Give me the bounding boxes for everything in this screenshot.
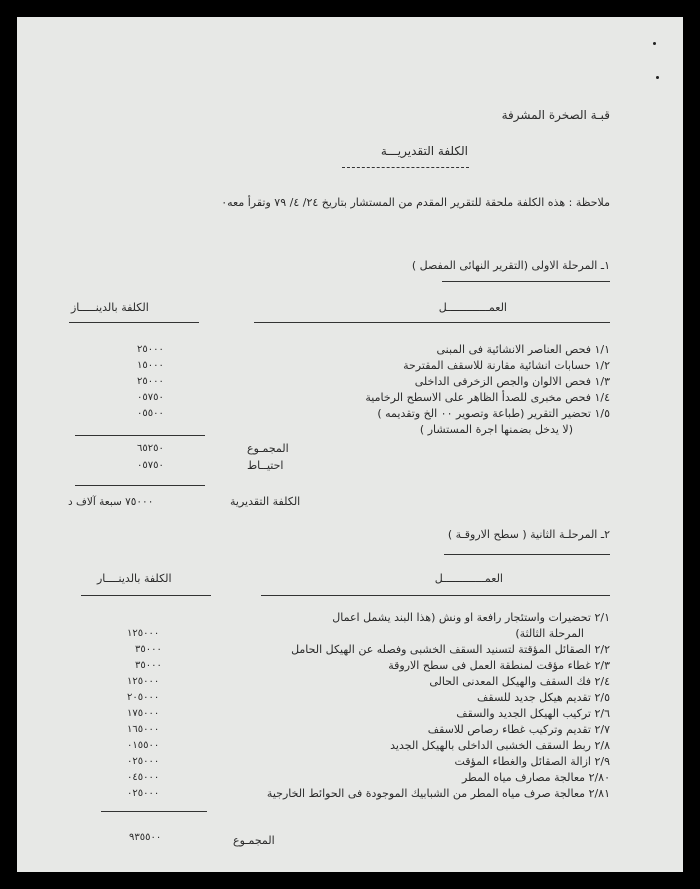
list-item: ١/٤ فحص مخبرى للصدأ الظاهر على الاسطح الرخامية xyxy=(365,391,610,404)
cost-value: ١٧٥٠٠٠ xyxy=(127,708,160,719)
phase1-items xyxy=(50,343,610,433)
subtotal-rule xyxy=(75,435,205,436)
speck xyxy=(653,42,656,45)
cost-value: ٠٢٥٠٠٠ xyxy=(127,756,160,767)
phase1-work-header: العمـــــــــــــل xyxy=(438,301,507,314)
list-item: ٢/٥ تقديم هيكل جديد للسقف xyxy=(477,691,610,704)
phase2-work-header: العمـــــــــــــل xyxy=(434,572,503,585)
phase2-work-underline xyxy=(261,595,610,596)
cost-value: ٠٢٥٠٠٠ xyxy=(127,788,160,799)
item-note: (لا يدخل بضمنها اجرة المستشار ) xyxy=(419,423,573,436)
document-page xyxy=(17,17,683,872)
list-item: ١/٢ حسابات انشائية مقارنة للاسقف المقترحة xyxy=(403,359,610,372)
cost-value: ٠٥٧٥٠ xyxy=(137,392,164,403)
organization-name: قبـة الصخرة المشرفة xyxy=(501,108,610,122)
note: ملاحظة : هذه الكلفة ملحقة للتقرير المقدم من المستشار بتاريخ ٢٤/ ٤/ ٧٩ وتقرأ معه٠ xyxy=(221,196,610,209)
phase1-heading: ١ـ المرحلة الاولى (التقرير النهائى المفصل ) xyxy=(411,259,610,272)
cost-value: ١٥٠٠٠ xyxy=(137,360,164,371)
list-item: ٢/٧ تقديم وتركيب غطاء رصاص للاسقف xyxy=(427,723,610,736)
reserve-label: احتيــاط xyxy=(247,459,284,472)
estimate-value: ٧٥٠٠٠ سبعة آلاف د xyxy=(68,496,154,508)
cost-value: ٠٥٥٠٠ xyxy=(137,408,164,419)
list-item: ٢/٦ تركيب الهيكل الجديد والسقف xyxy=(456,707,610,720)
list-item: ٢/٤ فك السقف والهيكل المعدنى الحالى xyxy=(429,675,610,688)
list-item: ٢/٨ ربط السقف الخشبى الداخلى بالهيكل الجديد xyxy=(390,739,610,752)
list-item: المرحلة الثالثة) xyxy=(515,627,584,640)
cost-value: ١٦٥٠٠٠ xyxy=(127,724,160,735)
phase2-total-rule xyxy=(101,811,207,812)
list-item: ٢/٩ ازالة الصقائل والغطاء المؤقت xyxy=(454,755,610,768)
speck xyxy=(656,76,659,79)
list-item: ٢/٨١ معالجة صرف مياه المطر من الشبابيك الموجودة فى الحوائط الخارجية xyxy=(266,787,610,800)
list-item: ٢/٢ الصقائل المؤقتة لتسنيد السقف الخشبى وفصله عن الهيكل الحامل xyxy=(291,643,610,656)
page-title: الكلفة التقديريـــة xyxy=(380,144,468,158)
phase1-work-underline xyxy=(254,322,610,323)
list-item: ١/٣ فحص الالوان والجص الزخرفى الداخلى xyxy=(414,375,610,388)
cost-value: ٠٤٥٠٠٠ xyxy=(127,772,160,783)
phase1-cost-underline xyxy=(69,322,199,323)
list-item: ٢/٨٠ معالجة مصارف مياه المطر xyxy=(461,771,610,784)
phase2-cost-header: الكلفة بالدينــــار xyxy=(97,572,172,585)
phase2-total-label: المجمـوع xyxy=(233,834,275,847)
estimate-rule xyxy=(75,485,205,486)
cost-value: ٣٥٠٠٠ xyxy=(135,644,162,655)
estimate-label: الكلفة التقديرية xyxy=(230,495,301,508)
phase2-heading: ٢ـ المرحلـة الثانية ( سطح الاروقـة ) xyxy=(447,528,610,541)
cost-value: ٢٥٠٠٠ xyxy=(137,344,164,355)
phase1-cost-header: الكلفة بالدينـــــاز xyxy=(71,301,149,314)
cost-value: ٢٥٠٠٠ xyxy=(137,376,164,387)
cost-value: ١٢٥٠٠٠ xyxy=(127,676,160,687)
phase1-heading-underline xyxy=(442,281,610,282)
phase2-cost-underline xyxy=(81,595,211,596)
phase2-total-value: ٩٣٥٥٠٠ xyxy=(129,832,162,843)
list-item: ٢/١ تحضيرات واستئجار رافعة او ونش (هذا البند يشمل اعمال xyxy=(332,611,610,624)
phase2-heading-underline xyxy=(444,554,610,555)
cost-value: ٠١٥٥٠٠ xyxy=(127,740,160,751)
cost-value: ٣٥٠٠٠ xyxy=(135,660,162,671)
list-item: ١/١ فحص العناصر الانشائية فى المبنى xyxy=(436,343,610,356)
cost-value: ١٢٥٠٠٠ xyxy=(127,628,160,639)
total-value: ٦٥٢٥٠ xyxy=(137,443,164,454)
reserve-value: ٠٥٧٥٠ xyxy=(137,460,164,471)
total-label: المجمـوع xyxy=(247,442,289,455)
list-item: ١/٥ تحضير التقرير (طباعة وتصوير ٠٠ الخ وتقديمه ) xyxy=(377,407,610,420)
cost-value: ٢٠٥٠٠٠ xyxy=(127,692,160,703)
title-underline xyxy=(342,167,469,168)
list-item: ٢/٣ غطاء مؤقت لمنطقة العمل فى سطح الاروقة xyxy=(388,659,610,672)
